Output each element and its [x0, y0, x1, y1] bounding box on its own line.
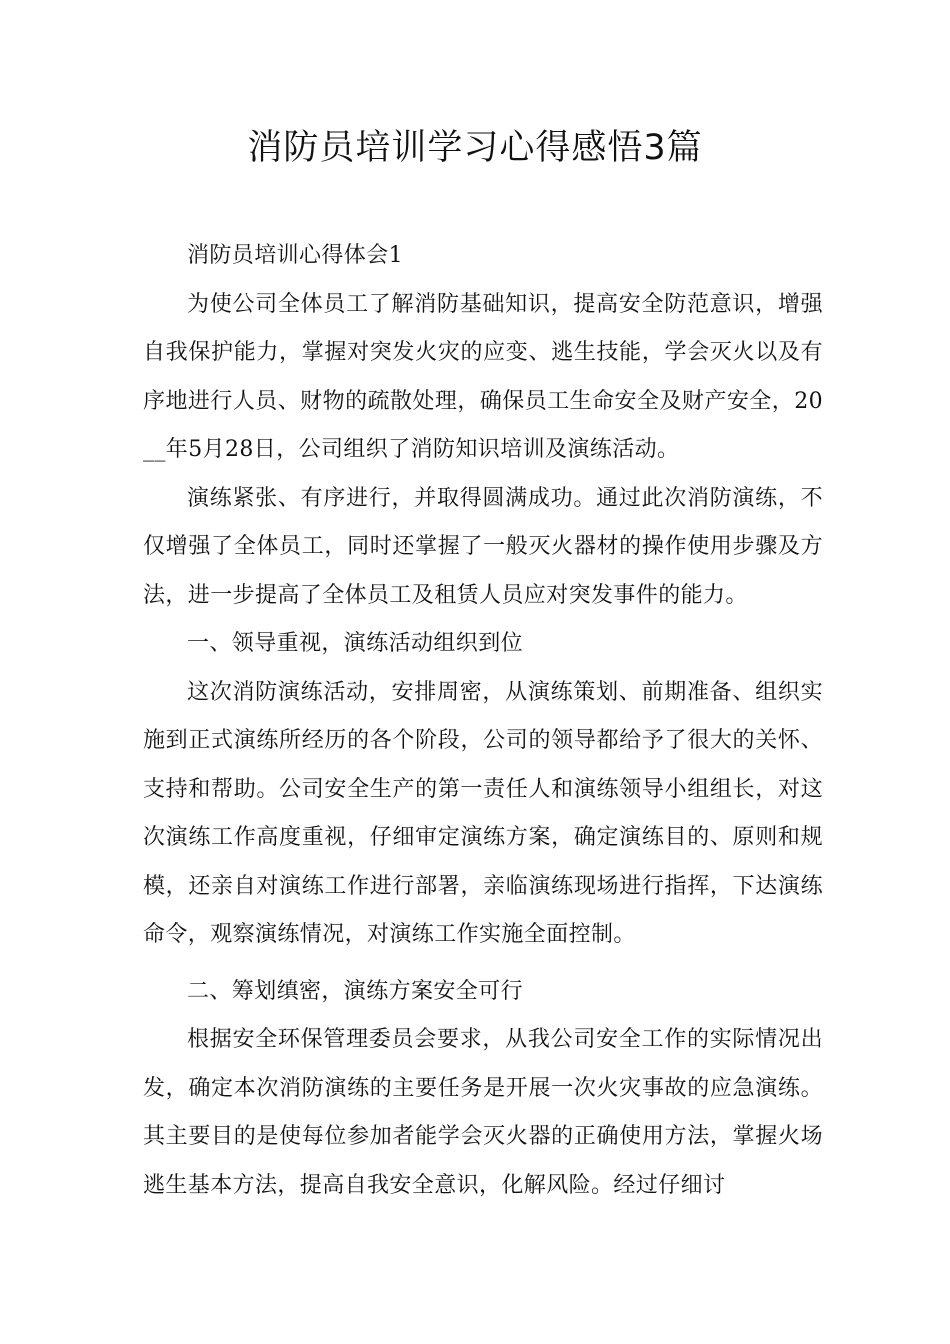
- heading-leadership: 一、领导重视，演练活动组织到位: [187, 631, 524, 656]
- paragraph-intro: 为使公司全体员工了解消防基础知识，提高安全防范意识，增强自我保护能力，掌握对突发火灾的应变、逃生技能，学会灭火以及有序地进行人员、财物的疏散处理，确保员工生命安全及财产安全，20__年5月28日，公司组织了消防知识培训及演练活动。: [143, 291, 823, 462]
- paragraph-planning: 根据安全环保管理委员会要求，从我公司安全工作的实际情况出发，确定本次消防演练的主要任务是开展一次火灾事故的应急演练。其主要目的是使每位参加者能学会灭火器的正确使用方法，掌握火场逃生基本方法，提高自我安全意识，化解风险。经过仔细讨: [143, 1027, 823, 1198]
- document-title: 消防员培训学习心得感悟3篇: [247, 128, 703, 168]
- paragraph-drill-result: 演练紧张、有序进行，并取得圆满成功。通过此次消防演练，不仅增强了全体员工，同时还掌握了一般灭火器材的操作使用步骤及方法，进一步提高了全体员工及租赁人员应对突发事件的能力。: [143, 485, 823, 608]
- section-subtitle: 消防员培训心得体会1: [187, 243, 403, 268]
- paragraph-leadership: 这次消防演练活动，安排周密，从演练策划、前期准备、组织实施到正式演练所经历的各个阶段，公司的领导都给予了很大的关怀、支持和帮助。公司安全生产的第一责任人和演练领导小组组长，对这次演练工作高度重视，仔细审定演练方案，确定演练目的、原则和规模，还亲自对演练工作进行部署，亲临演练现场进行指挥，下达演练命令，观察演练情况，对演练工作实施全面控制。: [143, 679, 823, 947]
- heading-planning: 二、筹划缜密，演练方案安全可行: [187, 978, 524, 1004]
- document-body: [143, 232, 823, 1210]
